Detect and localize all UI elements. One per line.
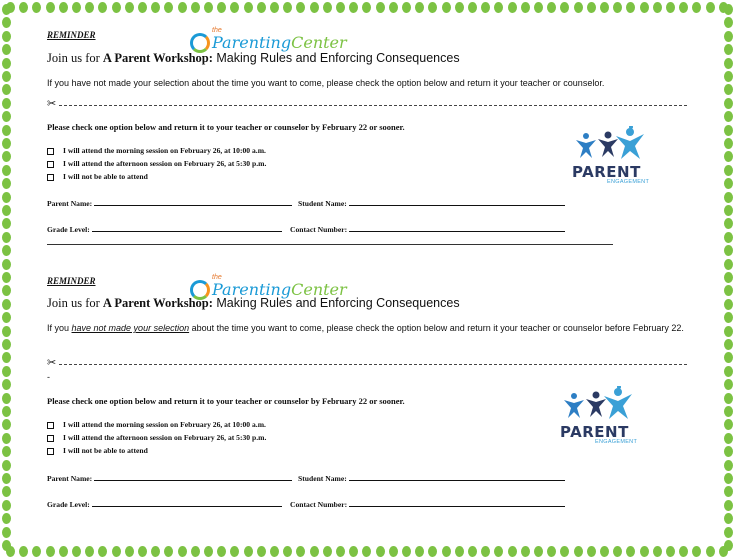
checkbox-icon[interactable] bbox=[47, 161, 54, 168]
border-dot bbox=[2, 4, 11, 15]
border-dot bbox=[2, 419, 11, 430]
border-dot bbox=[2, 192, 11, 203]
border-dot bbox=[724, 352, 733, 363]
border-dot bbox=[323, 2, 332, 13]
option-afternoon[interactable]: I will attend the afternoon session on February 26, at 5:30 p.m. bbox=[47, 159, 266, 168]
border-dot bbox=[2, 486, 11, 497]
border-dot bbox=[679, 2, 688, 13]
border-dot bbox=[270, 2, 279, 13]
border-dot bbox=[2, 44, 11, 55]
scissors-icon: ✂ bbox=[47, 357, 57, 369]
border-dot bbox=[724, 540, 733, 551]
border-dot bbox=[724, 419, 733, 430]
intro-text: If you have not made your selection about the time you want to come, please check the option below and return it your teacher or counselor before February 22. bbox=[47, 323, 684, 333]
border-dot bbox=[442, 2, 451, 13]
border-dot bbox=[2, 205, 11, 216]
border-dot bbox=[204, 2, 213, 13]
border-dot bbox=[2, 111, 11, 122]
border-dot bbox=[2, 218, 11, 229]
border-dot bbox=[724, 71, 733, 82]
border-dot bbox=[85, 2, 94, 13]
border-dot bbox=[724, 44, 733, 55]
border-dot bbox=[2, 245, 11, 256]
border-dot bbox=[724, 473, 733, 484]
border-dot bbox=[724, 192, 733, 203]
instruction-text: Please check one option below and return it to your teacher or counselor by February 22 or sooner. bbox=[47, 396, 405, 406]
border-dot bbox=[2, 178, 11, 189]
document-page bbox=[14, 14, 720, 558]
border-dot bbox=[389, 2, 398, 13]
workshop-title: Join us for A Parent Workshop: Making Rules and Enforcing Consequences bbox=[47, 51, 460, 65]
border-dot bbox=[724, 312, 733, 323]
border-dot bbox=[2, 98, 11, 109]
border-dot bbox=[724, 205, 733, 216]
border-dot bbox=[2, 165, 11, 176]
border-dot bbox=[494, 2, 503, 13]
border-dot bbox=[2, 232, 11, 243]
checkbox-icon[interactable] bbox=[47, 422, 54, 429]
border-dot bbox=[640, 2, 649, 13]
border-dot bbox=[724, 406, 733, 417]
border-dot bbox=[574, 2, 583, 13]
student-name-field[interactable]: Student Name: bbox=[298, 474, 565, 483]
checkbox-icon[interactable] bbox=[47, 448, 54, 455]
border-dot bbox=[217, 2, 226, 13]
border-dot bbox=[283, 2, 292, 13]
border-dot bbox=[724, 527, 733, 538]
scissors-icon: ✂ bbox=[47, 98, 57, 110]
border-dot bbox=[2, 366, 11, 377]
border-dot bbox=[724, 486, 733, 497]
people-figures-icon bbox=[572, 126, 662, 166]
border-dot bbox=[587, 2, 596, 13]
border-dot bbox=[724, 98, 733, 109]
logo-ring-icon bbox=[190, 33, 210, 53]
border-dot bbox=[164, 2, 173, 13]
border-dot bbox=[19, 2, 28, 13]
border-dot bbox=[724, 259, 733, 270]
cut-line-dash: - bbox=[47, 372, 50, 382]
border-dot bbox=[310, 2, 319, 13]
cut-line bbox=[47, 359, 687, 369]
border-dot bbox=[402, 2, 411, 13]
border-dot bbox=[724, 339, 733, 350]
border-dot bbox=[468, 2, 477, 13]
border-dot bbox=[724, 245, 733, 256]
border-dot bbox=[112, 2, 121, 13]
border-dot bbox=[692, 2, 701, 13]
border-dot bbox=[724, 393, 733, 404]
border-dot bbox=[455, 2, 464, 13]
workshop-title: Join us for A Parent Workshop: Making Rules and Enforcing Consequences bbox=[47, 296, 460, 310]
border-dot bbox=[336, 2, 345, 13]
border-dot bbox=[724, 151, 733, 162]
border-dot bbox=[560, 2, 569, 13]
people-figures-icon bbox=[560, 386, 650, 426]
border-dot bbox=[2, 17, 11, 28]
parenting-center-logo: the ParentingCenter bbox=[190, 278, 360, 308]
border-dots-left bbox=[0, 0, 14, 558]
border-dot bbox=[191, 2, 200, 13]
border-dot bbox=[230, 2, 239, 13]
border-dot bbox=[534, 2, 543, 13]
border-dot bbox=[2, 460, 11, 471]
border-dot bbox=[706, 2, 715, 13]
border-dot bbox=[724, 285, 733, 296]
border-dots-top bbox=[0, 0, 736, 14]
cut-line bbox=[47, 100, 687, 110]
border-dot bbox=[724, 446, 733, 457]
border-dot bbox=[600, 2, 609, 13]
option-not-attending[interactable]: I will not be able to attend bbox=[47, 172, 148, 181]
border-dot bbox=[376, 2, 385, 13]
border-dot bbox=[2, 379, 11, 390]
checkbox-icon[interactable] bbox=[47, 174, 54, 181]
border-dot bbox=[2, 259, 11, 270]
border-dot bbox=[724, 218, 733, 229]
border-dot bbox=[724, 58, 733, 69]
border-dot bbox=[59, 2, 68, 13]
border-dot bbox=[2, 513, 11, 524]
border-dot bbox=[2, 446, 11, 457]
border-dot bbox=[98, 2, 107, 13]
parent-name-field[interactable]: Parent Name: bbox=[47, 199, 292, 208]
grade-level-field[interactable]: Grade Level: bbox=[47, 225, 282, 234]
border-dot bbox=[2, 272, 11, 283]
border-dot bbox=[415, 2, 424, 13]
border-dot bbox=[46, 2, 55, 13]
reminder-label: REMINDER bbox=[47, 30, 96, 40]
parent-engagement-logo: PARENT ENGAGEMENT bbox=[572, 126, 662, 188]
border-dot bbox=[481, 2, 490, 13]
border-dot bbox=[2, 138, 11, 149]
border-dot bbox=[2, 84, 11, 95]
border-dot bbox=[724, 299, 733, 310]
border-dot bbox=[724, 17, 733, 28]
border-dot bbox=[2, 299, 11, 310]
border-dot bbox=[521, 2, 530, 13]
parent-name-field[interactable]: Parent Name: bbox=[47, 474, 292, 483]
border-dot bbox=[2, 500, 11, 511]
border-dot bbox=[508, 2, 517, 13]
border-dot bbox=[2, 540, 11, 551]
border-dot bbox=[2, 352, 11, 363]
border-dot bbox=[724, 165, 733, 176]
border-dot bbox=[2, 125, 11, 136]
border-dot bbox=[2, 406, 11, 417]
border-dot bbox=[724, 111, 733, 122]
border-dot bbox=[2, 339, 11, 350]
border-dot bbox=[32, 2, 41, 13]
border-dot bbox=[178, 2, 187, 13]
border-dot bbox=[2, 71, 11, 82]
border-dot bbox=[653, 2, 662, 13]
border-dot bbox=[2, 393, 11, 404]
border-dot bbox=[613, 2, 622, 13]
option-afternoon[interactable]: I will attend the afternoon session on February 26, at 5:30 p.m. bbox=[47, 433, 266, 442]
border-dot bbox=[2, 31, 11, 42]
border-dot bbox=[2, 433, 11, 444]
grade-level-field[interactable]: Grade Level: bbox=[47, 500, 282, 509]
border-dot bbox=[2, 473, 11, 484]
checkbox-icon[interactable] bbox=[47, 148, 54, 155]
border-dot bbox=[724, 326, 733, 337]
border-dot bbox=[125, 2, 134, 13]
reminder-label: REMINDER bbox=[47, 276, 96, 286]
border-dot bbox=[2, 151, 11, 162]
border-dot bbox=[428, 2, 437, 13]
border-dot bbox=[724, 178, 733, 189]
border-dot bbox=[724, 272, 733, 283]
border-dot bbox=[724, 500, 733, 511]
border-dot bbox=[349, 2, 358, 13]
border-dot bbox=[724, 138, 733, 149]
border-dot bbox=[2, 527, 11, 538]
border-dot bbox=[666, 2, 675, 13]
border-dot bbox=[724, 232, 733, 243]
border-dot bbox=[362, 2, 371, 13]
border-dots-right bbox=[722, 0, 736, 558]
border-dot bbox=[2, 285, 11, 296]
contact-number-field[interactable]: Contact Number: bbox=[290, 500, 565, 509]
border-dot bbox=[151, 2, 160, 13]
checkbox-icon[interactable] bbox=[47, 435, 54, 442]
parent-engagement-logo: PARENT ENGAGEMENT bbox=[560, 386, 650, 448]
border-dot bbox=[547, 2, 556, 13]
parenting-center-logo: the ParentingCenter bbox=[190, 31, 350, 61]
border-dot bbox=[2, 326, 11, 337]
border-dot bbox=[626, 2, 635, 13]
border-dot bbox=[2, 58, 11, 69]
border-dot bbox=[724, 366, 733, 377]
border-dot bbox=[724, 513, 733, 524]
border-dot bbox=[724, 31, 733, 42]
border-dot bbox=[296, 2, 305, 13]
border-dot bbox=[724, 84, 733, 95]
border-dot bbox=[724, 4, 733, 15]
border-dot bbox=[72, 2, 81, 13]
border-dot bbox=[138, 2, 147, 13]
border-dot bbox=[724, 379, 733, 390]
separator-line bbox=[47, 244, 613, 245]
instruction-text: Please check one option below and return it to your teacher or counselor by February 22 or sooner. bbox=[47, 122, 405, 132]
option-morning[interactable]: I will attend the morning session on February 26, at 10:00 a.m. bbox=[47, 420, 266, 429]
border-dot bbox=[724, 125, 733, 136]
intro-text: If you have not made your selection about the time you want to come, please check the option below and return it your teacher or counselor. bbox=[47, 78, 605, 88]
option-not-attending[interactable]: I will not be able to attend bbox=[47, 446, 148, 455]
border-dot bbox=[724, 433, 733, 444]
contact-number-field[interactable]: Contact Number: bbox=[290, 225, 565, 234]
border-dot bbox=[244, 2, 253, 13]
student-name-field[interactable]: Student Name: bbox=[298, 199, 565, 208]
border-dot bbox=[257, 2, 266, 13]
border-dot bbox=[724, 460, 733, 471]
border-dot bbox=[2, 312, 11, 323]
option-morning[interactable]: I will attend the morning session on February 26, at 10:00 a.m. bbox=[47, 146, 266, 155]
